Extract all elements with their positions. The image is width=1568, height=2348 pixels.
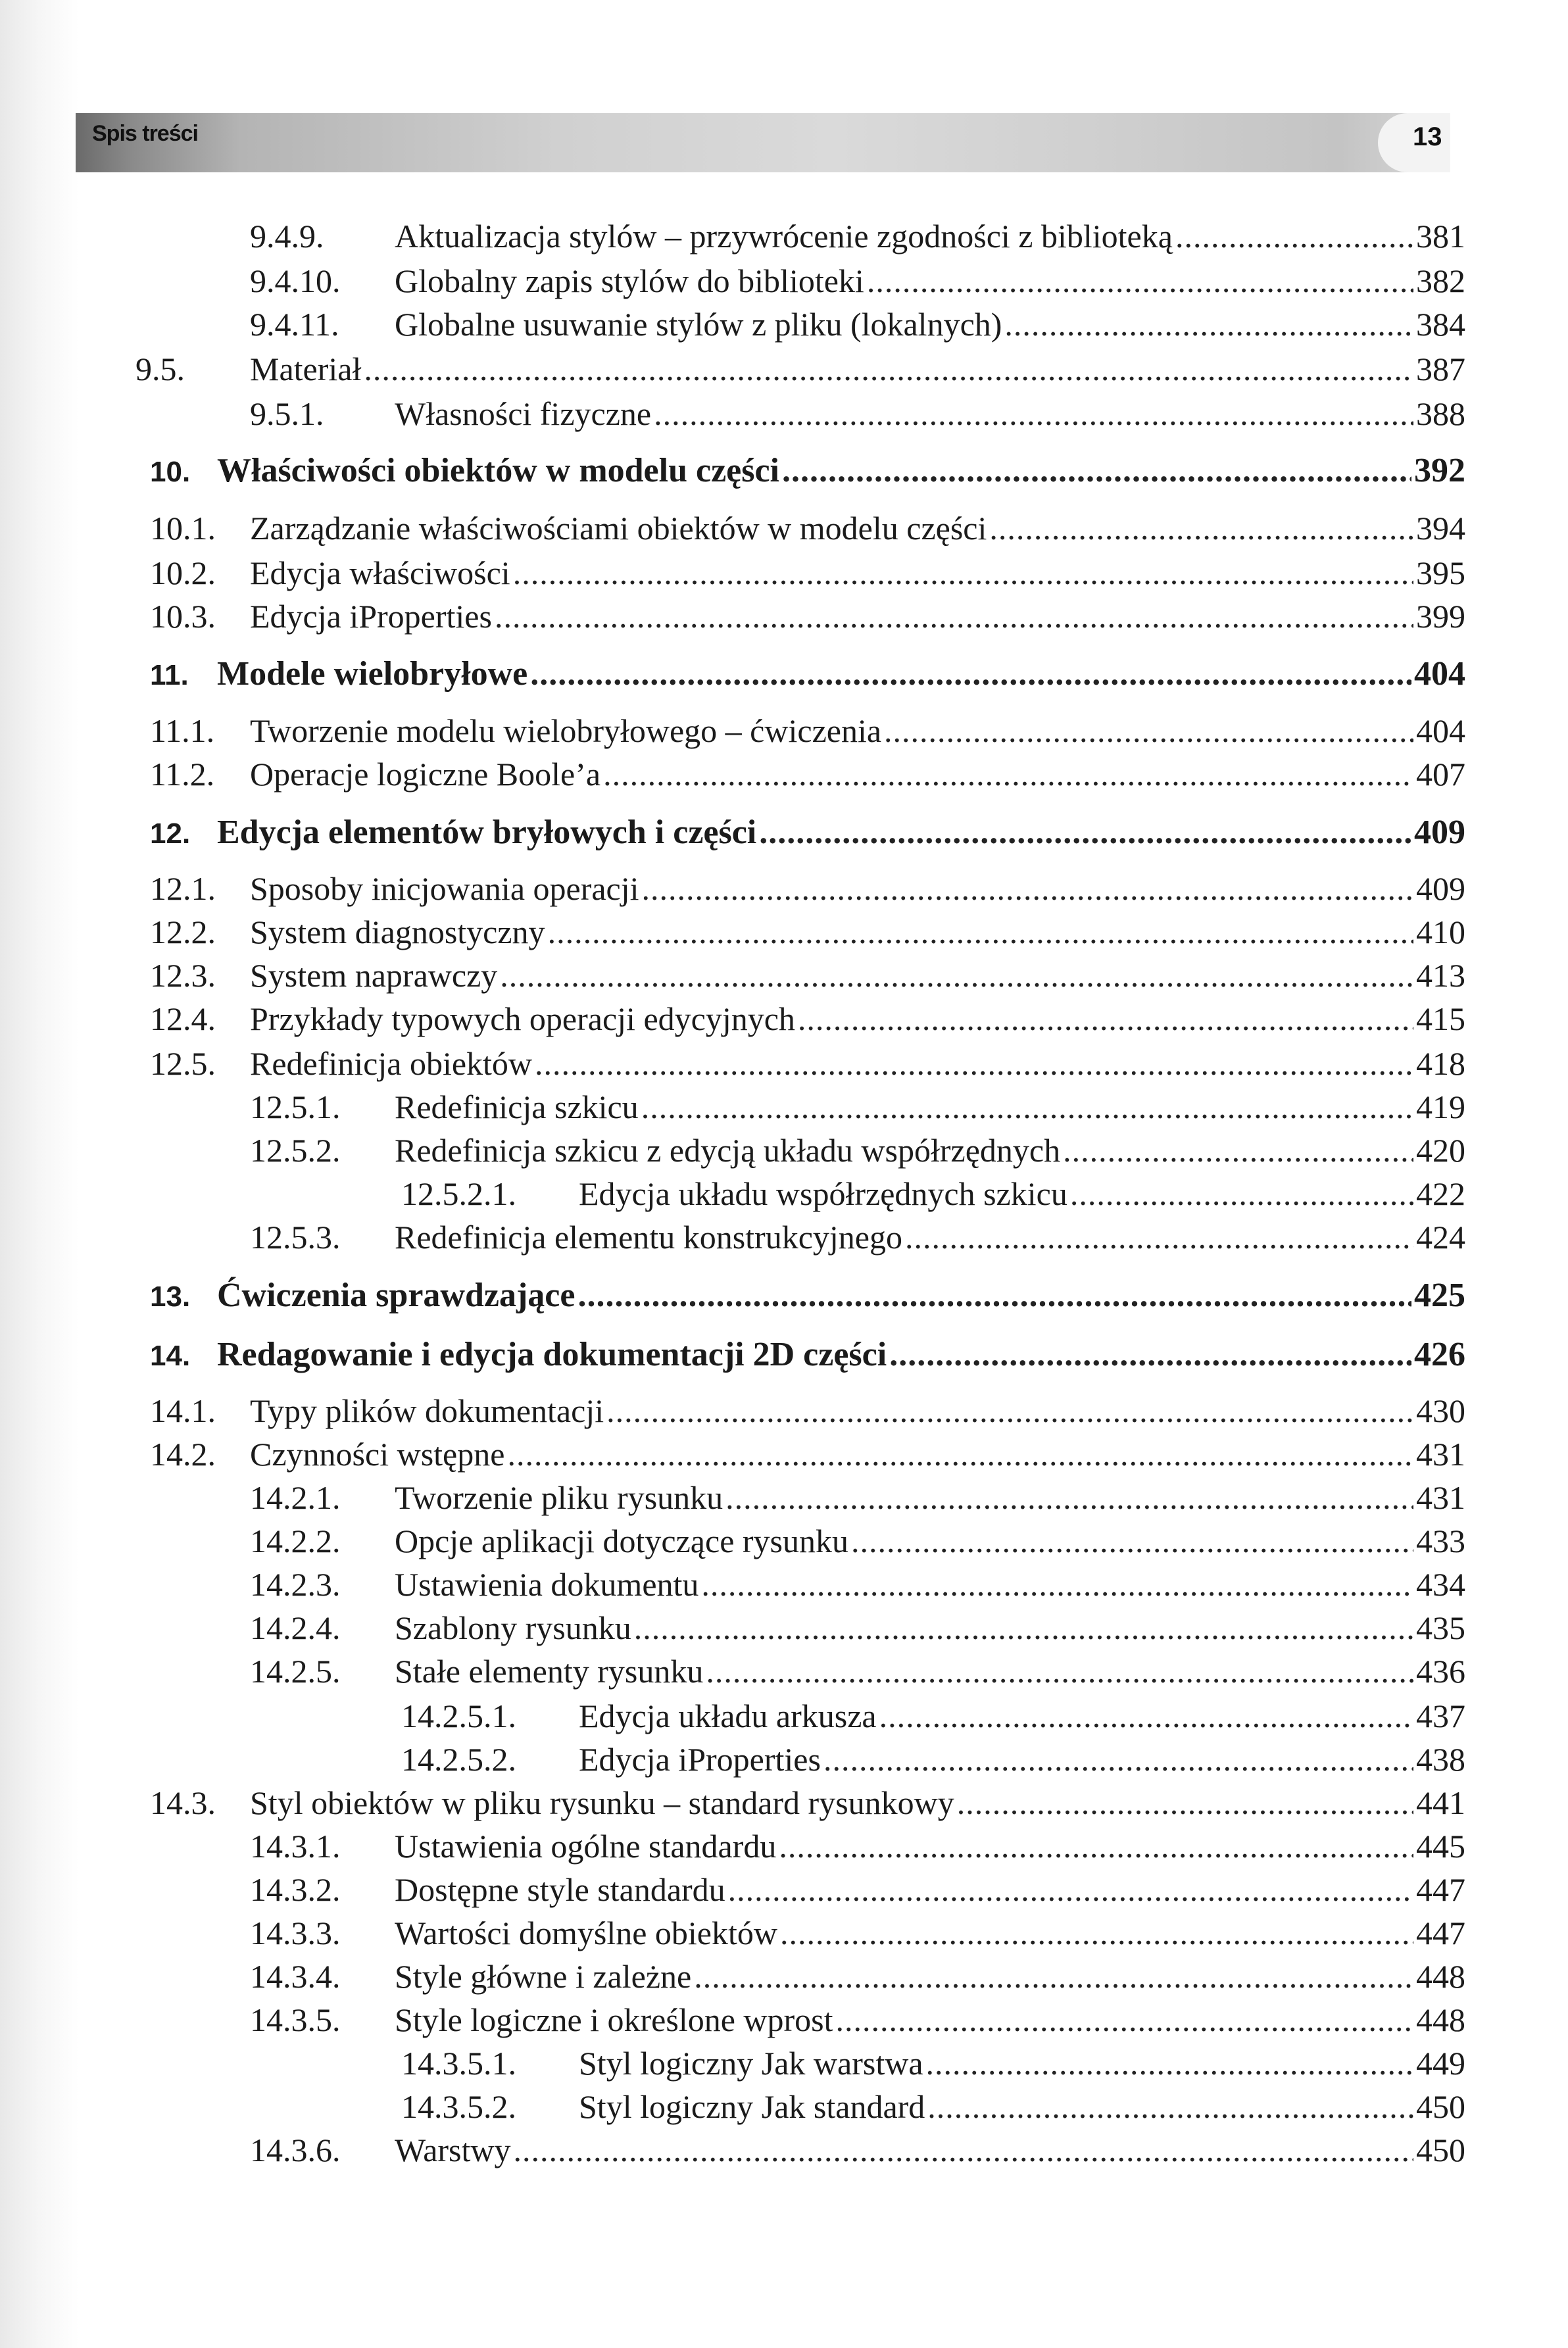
toc-number: 12.4. [150,1000,216,1037]
toc-row [150,554,1465,597]
toc-page-number: 448 [1416,1958,1465,1995]
toc-title: Tworzenie pliku rysunku [395,1479,723,1516]
toc-title: Edycja elementów bryłowych i części [217,814,757,851]
toc-row [150,1392,1465,1435]
toc-page-number: 409 [1414,814,1465,851]
toc-dot-leader [798,1000,1413,1038]
toc-number: 9.4.10. [250,262,341,299]
toc-row [250,1914,1465,1957]
toc-title: Edycja właściwości [250,554,510,591]
toc-dot-leader [577,1276,1411,1315]
toc-number: 11.2. [150,756,215,793]
toc-title: Sposoby inicjowania operacji [250,870,639,907]
toc-page-number: 394 [1416,510,1465,547]
toc-row [135,350,1465,393]
toc-title: Style logiczne i określone wprost [395,2001,833,2038]
toc-title: Redagowanie i edycja dokumentacji 2D części [217,1336,887,1373]
toc-page-number: 418 [1416,1045,1465,1082]
toc-page-number: 447 [1416,1915,1465,1951]
toc-page-number: 450 [1416,2132,1465,2168]
toc-page-number: 448 [1416,2001,1465,2038]
toc-dot-leader [927,2088,1413,2126]
toc-row [150,654,1465,698]
toc-dot-leader [500,956,1413,994]
toc-row [250,1957,1465,2001]
toc-number: 14.3.1. [250,1828,341,1865]
toc-dot-leader [889,1335,1411,1374]
toc-row [250,305,1465,349]
toc-page-number: 404 [1416,712,1465,749]
toc-title: Styl obiektów w pliku rysunku – standard rysunkowy [250,1784,954,1821]
toc-dot-leader [706,1652,1413,1690]
toc-title: Stałe elementy rysunku [395,1653,704,1690]
toc-page-number: 426 [1414,1336,1465,1373]
toc-title: Redefinicja elementu konstrukcyjnego [395,1219,902,1256]
toc-row [150,451,1465,495]
toc-dot-leader [879,1697,1413,1735]
toc-title: Czynności wstępne [250,1436,505,1473]
toc-row [401,1740,1465,1784]
header-band [76,113,1450,172]
toc-page-number: 431 [1416,1479,1465,1516]
toc-page-number: 434 [1416,1566,1465,1603]
toc-dot-leader [823,1740,1413,1778]
toc-row [150,509,1465,552]
toc-dot-leader [725,1479,1413,1517]
toc-dot-leader [905,1218,1413,1256]
toc-number: 14.1. [150,1392,216,1429]
toc-number: 12.5.2. [250,1132,341,1169]
toc-page-number: 420 [1416,1132,1465,1169]
toc-title: Zarządzanie właściwościami obiektów w modelu części [250,510,987,547]
toc-number: 12.5.3. [250,1219,341,1256]
toc-row [150,1335,1465,1379]
toc-dot-leader [728,1871,1413,1909]
toc-title: Edycja iProperties [250,598,492,635]
toc-page-number: 422 [1416,1175,1465,1212]
toc-dot-leader [926,2044,1413,2082]
toc-number: 12.5.2.1. [401,1175,516,1212]
toc-row [150,1276,1465,1319]
toc-number: 10.2. [150,554,216,591]
toc-row [150,1784,1465,1827]
toc-dot-leader [851,1522,1413,1560]
toc-row [250,1652,1465,1696]
toc-dot-leader [535,1044,1413,1083]
toc-title: Tworzenie modelu wielobryłowego – ćwiczenia [250,712,882,749]
toc-number: 14.3.6. [250,2132,341,2168]
toc-dot-leader [548,913,1413,951]
toc-title: Ustawienia dokumentu [395,1566,699,1603]
toc-page-number: 382 [1416,262,1465,299]
toc-title: Redefinicja szkicu [395,1088,639,1125]
toc-number: 14.3.2. [250,1871,341,1908]
toc-number: 14.3. [150,1784,216,1821]
toc-row [250,262,1465,305]
toc-dot-leader [507,1435,1413,1473]
toc-dot-leader [694,1957,1413,1995]
toc-number: 9.4.11. [250,306,339,343]
toc-page-number: 415 [1416,1000,1465,1037]
toc-page-number: 384 [1416,306,1465,343]
toc-number: 14.3.3. [250,1915,341,1951]
toc-number: 14.3.5.1. [401,2045,516,2082]
toc-page-number: 449 [1416,2045,1465,2082]
toc-row [150,913,1465,956]
toc-title: Właściwości obiektów w modelu części [217,452,780,489]
toc-number: 12.1. [150,870,216,907]
toc-dot-leader [364,350,1413,388]
toc-number: 9.5. [135,351,185,387]
toc-dot-leader [867,262,1413,300]
toc-number: 14.2.5.1. [401,1698,516,1734]
toc-page-number: 437 [1416,1698,1465,1734]
toc-number: 14.2.1. [250,1479,341,1516]
toc-title: Dostępne style standardu [395,1871,725,1908]
toc-title: Style główne i zależne [395,1958,692,1995]
toc-dot-leader [989,509,1413,547]
toc-dot-leader [530,654,1411,693]
toc-title: Szablony rysunku [395,1609,631,1646]
toc-number: 14.2.2. [250,1523,341,1559]
toc-title: Edycja iProperties [579,1741,821,1778]
toc-row [250,2131,1465,2174]
toc-title: Opcje aplikacji dotyczące rysunku [395,1523,848,1559]
toc-row [250,395,1465,438]
toc-dot-leader [759,813,1411,852]
toc-number: 12.3. [150,957,216,994]
toc-dot-leader [701,1565,1413,1603]
toc-title: Typy plików dokumentacji [250,1392,604,1429]
toc-row [250,217,1465,260]
toc-page-number: 447 [1416,1871,1465,1908]
toc-dot-leader [603,755,1413,793]
toc-row [150,755,1465,798]
toc-number: 14.3.4. [250,1958,341,1995]
toc-dot-leader [836,2001,1413,2039]
toc-number: 11. [150,659,189,691]
toc-page-number: 441 [1416,1784,1465,1821]
toc-page-number: 395 [1416,554,1465,591]
toc-row [250,1131,1465,1175]
toc-page-number: 445 [1416,1828,1465,1865]
toc-title: Ustawienia ogólne standardu [395,1828,777,1865]
toc-number: 9.5.1. [250,395,324,432]
toc-number: 14. [150,1340,191,1372]
toc-page-number: 425 [1414,1277,1465,1314]
toc-page-number: 409 [1416,870,1465,907]
toc-row [401,1697,1465,1740]
toc-number: 14.2.4. [250,1609,341,1646]
toc-row [250,1218,1465,1261]
toc-page-number: 436 [1416,1653,1465,1690]
toc-title: Globalne usuwanie stylów z pliku (lokalnych) [395,306,1002,343]
toc-number: 10.1. [150,510,216,547]
toc-dot-leader [884,712,1413,750]
toc-dot-leader [1175,217,1413,255]
toc-number: 13. [150,1281,191,1313]
page-header-title: Spis treści [92,121,198,146]
toc-title: Własności fizyczne [395,395,652,432]
toc-page-number: 433 [1416,1523,1465,1559]
toc-title: Globalny zapis stylów do biblioteki [395,262,864,299]
toc-title: System diagnostyczny [250,914,545,950]
toc-dot-leader [654,395,1413,433]
toc-page-number: 431 [1416,1436,1465,1473]
toc-page-number: 424 [1416,1219,1465,1256]
toc-title: Aktualizacja stylów – przywrócenie zgodności z biblioteką [395,218,1173,255]
toc-title: Redefinicja obiektów [250,1045,533,1082]
toc-title: Styl logiczny Jak warstwa [579,2045,923,2082]
toc-page-number: 419 [1416,1088,1465,1125]
toc-page-number: 387 [1416,351,1465,387]
toc-title: Redefinicja szkicu z edycją układu współrzędnych [395,1132,1061,1169]
toc-dot-leader [641,1088,1413,1126]
toc-number: 11.1. [150,712,215,749]
toc-number: 14.2.5.2. [401,1741,516,1778]
toc-page-number: 381 [1416,218,1465,255]
toc-dot-leader [780,1914,1413,1952]
toc-page-number: 410 [1416,914,1465,950]
toc-title: Edycja układu arkusza [579,1698,877,1734]
toc-number: 12.5. [150,1045,216,1082]
toc-page-number: 438 [1416,1741,1465,1778]
toc-row [150,597,1465,641]
toc-title: Modele wielobryłowe [217,655,528,693]
toc-number: 14.2.3. [250,1566,341,1603]
toc-page-number: 435 [1416,1609,1465,1646]
toc-title: Operacje logiczne Boole’a [250,756,601,793]
toc-dot-leader [495,597,1413,635]
toc-row [150,712,1465,755]
toc-title: Styl logiczny Jak standard [579,2088,925,2125]
toc-row [150,956,1465,1000]
toc-title: Edycja układu współrzędnych szkicu [579,1175,1067,1212]
toc-row [150,1435,1465,1479]
toc-row [250,1088,1465,1131]
toc-number: 10.3. [150,598,216,635]
toc-page-number: 407 [1416,756,1465,793]
toc-dot-leader [606,1392,1413,1430]
toc-row [250,1827,1465,1871]
toc-row [401,2044,1465,2088]
toc-row [401,2088,1465,2131]
toc-number: 12.5.1. [250,1088,341,1125]
toc-row [250,2001,1465,2044]
toc-page-number: 450 [1416,2088,1465,2125]
toc-row [150,1000,1465,1043]
toc-number: 14.3.5.2. [401,2088,516,2125]
toc-dot-leader [1070,1175,1413,1213]
toc-page-number: 399 [1416,598,1465,635]
toc-row [250,1609,1465,1652]
toc-number: 12.2. [150,914,216,950]
toc-number: 14.3.5. [250,2001,341,2038]
toc-row [250,1871,1465,1914]
toc-row [401,1175,1465,1218]
toc-dot-leader [634,1609,1413,1647]
toc-row [250,1522,1465,1565]
toc-number: 10. [150,456,191,488]
toc-number: 9.4.9. [250,218,324,255]
toc-dot-leader [642,869,1413,908]
toc-row [250,1565,1465,1609]
toc-page-number: 413 [1416,957,1465,994]
toc-number: 14.2.5. [250,1653,341,1690]
toc-title: System naprawczy [250,957,498,994]
toc-title: Wartości domyślne obiektów [395,1915,777,1951]
toc-row [250,1479,1465,1522]
page-edge-shadow [0,0,79,2348]
toc-dot-leader [782,451,1411,490]
toc-page-number: 404 [1414,655,1465,693]
toc-title: Ćwiczenia sprawdzające [217,1277,576,1314]
toc-number: 12. [150,818,191,850]
toc-dot-leader [779,1827,1413,1865]
toc-number: 14.2. [150,1436,216,1473]
toc-page-number: 388 [1416,395,1465,432]
page-number: 13 [1413,122,1442,151]
toc-dot-leader [513,554,1413,592]
toc-dot-leader [957,1784,1413,1822]
toc-dot-leader [1063,1131,1413,1169]
toc-row [150,813,1465,856]
toc-row [150,1044,1465,1088]
toc-page-number: 430 [1416,1392,1465,1429]
toc-page-number: 392 [1414,452,1465,489]
toc-title: Przykłady typowych operacji edycyjnych [250,1000,795,1037]
toc-title: Materiał [250,351,362,387]
toc-row [150,869,1465,913]
toc-dot-leader [514,2131,1414,2169]
toc-title: Warstwy [395,2132,511,2168]
toc-dot-leader [1004,305,1413,343]
